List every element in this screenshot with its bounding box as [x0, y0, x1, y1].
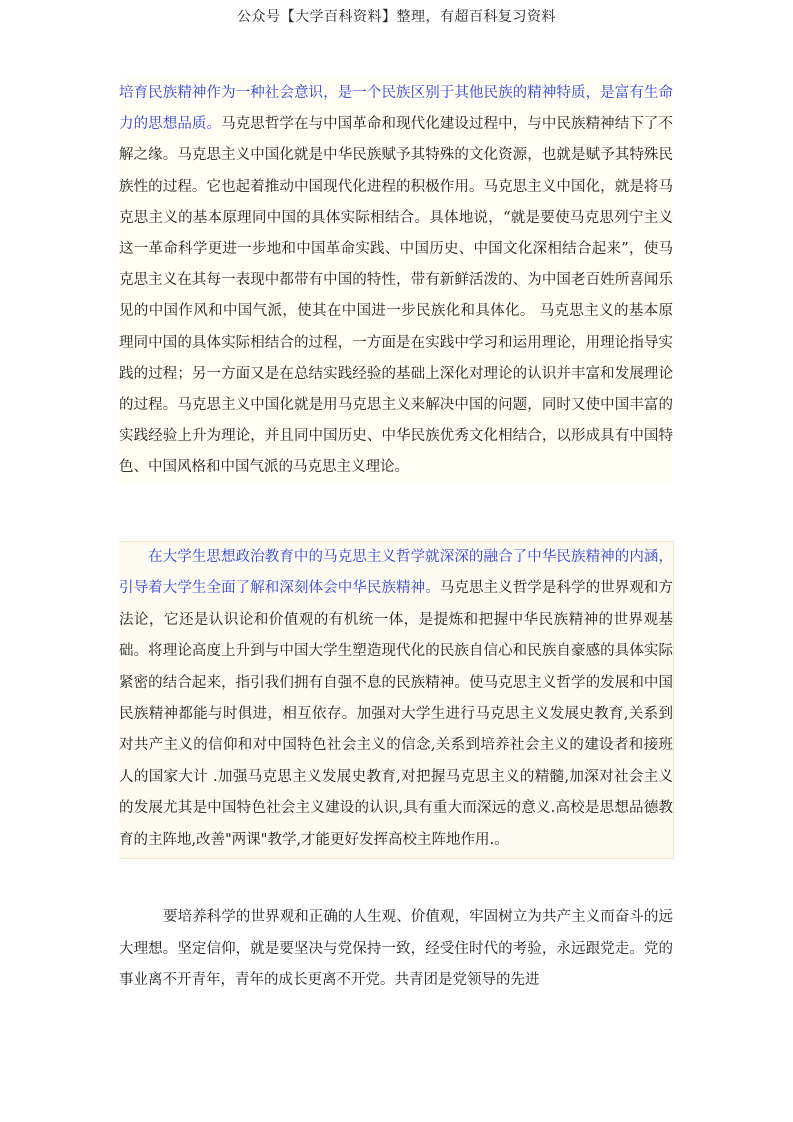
paragraph-1	[119, 78, 673, 484]
paragraph-1-highlight: 培育民族精神作为一种社会意识，是一个民族区别于其他民族的精神特质，是富有生命力的思想品质。	[119, 85, 673, 133]
paragraph-3-body: 要培养科学的世界观和正确的人生观、价值观，牢固树立为共产主义而奋斗的远大理想。坚定信仰，就是要坚决与党保持一致，经受住时代的考验，永远跟党走。党的事业离不开青年，青年的成长更离不开党。共青团是党领导的先进	[119, 909, 673, 988]
paragraph-2-highlight: 在大学生思想政治教育中的马克思主义哲学就深深的融合了中华民族精神的内涵，引导着大学生全面了解和深刻体会中华民族精神。	[119, 549, 673, 597]
paragraph-1-body: 马克思哲学在与中国革命和现代化建设过程中，与中民族精神结下了不解之缘。马克思主义中国化就是中华民族赋予其特殊的文化资源，也就是赋予其特殊民族性的过程。它也起着推动中国现代化进程的积极作用。马克思主义中国化，就是将马克思主义的基本原理同中国的具体实际相结合。具体地说，“就是要使马克思列宁主义这一革命科学更进一步地和中国革命实践、中国历史、中国文化深相结合起来”，使马克思主义在其每一表现中都带有中国的特性，带有新鲜活泼的、为中国老百姓所喜闻乐见的中国作风和中国气派，使其在中国进一步民族化和具体化。 马克思主义的基本原理同中国的具体实际相结合的过程，一方面是在实践中学习和运用理论，用理论指导实践的过程；另一方面又是在总结实践经验的基础上深化对理论的认识并丰富和发展理论的过程。马克思主义中国化就是用马克思主义来解决中国的问题，同时又使中国丰富的实践经验上升为理论，并且同中国历史、中华民族优秀文化相结合，以形成具有中国特色、中国风格和中国气派的马克思主义理论。	[119, 116, 674, 476]
paragraph-2-body: 马克思主义哲学是科学的世界观和方法论，它还是认识论和价值观的有机统一体，是提炼和把握中华民族精神的世界观基础。将理论高度上升到与中国大学生塑造现代化的民族自信心和民族自豪感的具体实际紧密的结合起来，指引我们拥有自强不息的民族精神。使马克思主义哲学的发展和中国民族精神都能与时俱进，相互依存。加强对大学生进行马克思主义发展史教育,关系到对共产主义的信仰和对中国特色社会主义的信念,关系到培养社会主义的建设者和接班人的国家大计 .加强马克思主义发展史教育,对把握马克思主义的精髓,加深对社会主义的发展尤其是中国特色社会主义建设的认识,具有重大而深远的意义.高校是思想品德教育的主阵地,改善"两课"教学,才能更好发挥高校主阵地作用.。	[119, 580, 674, 848]
page-header: 公众号【大学百科资料】整理，有超百科复习资料	[237, 9, 556, 25]
paragraph-3	[119, 902, 673, 997]
paragraph-2	[119, 541, 674, 859]
